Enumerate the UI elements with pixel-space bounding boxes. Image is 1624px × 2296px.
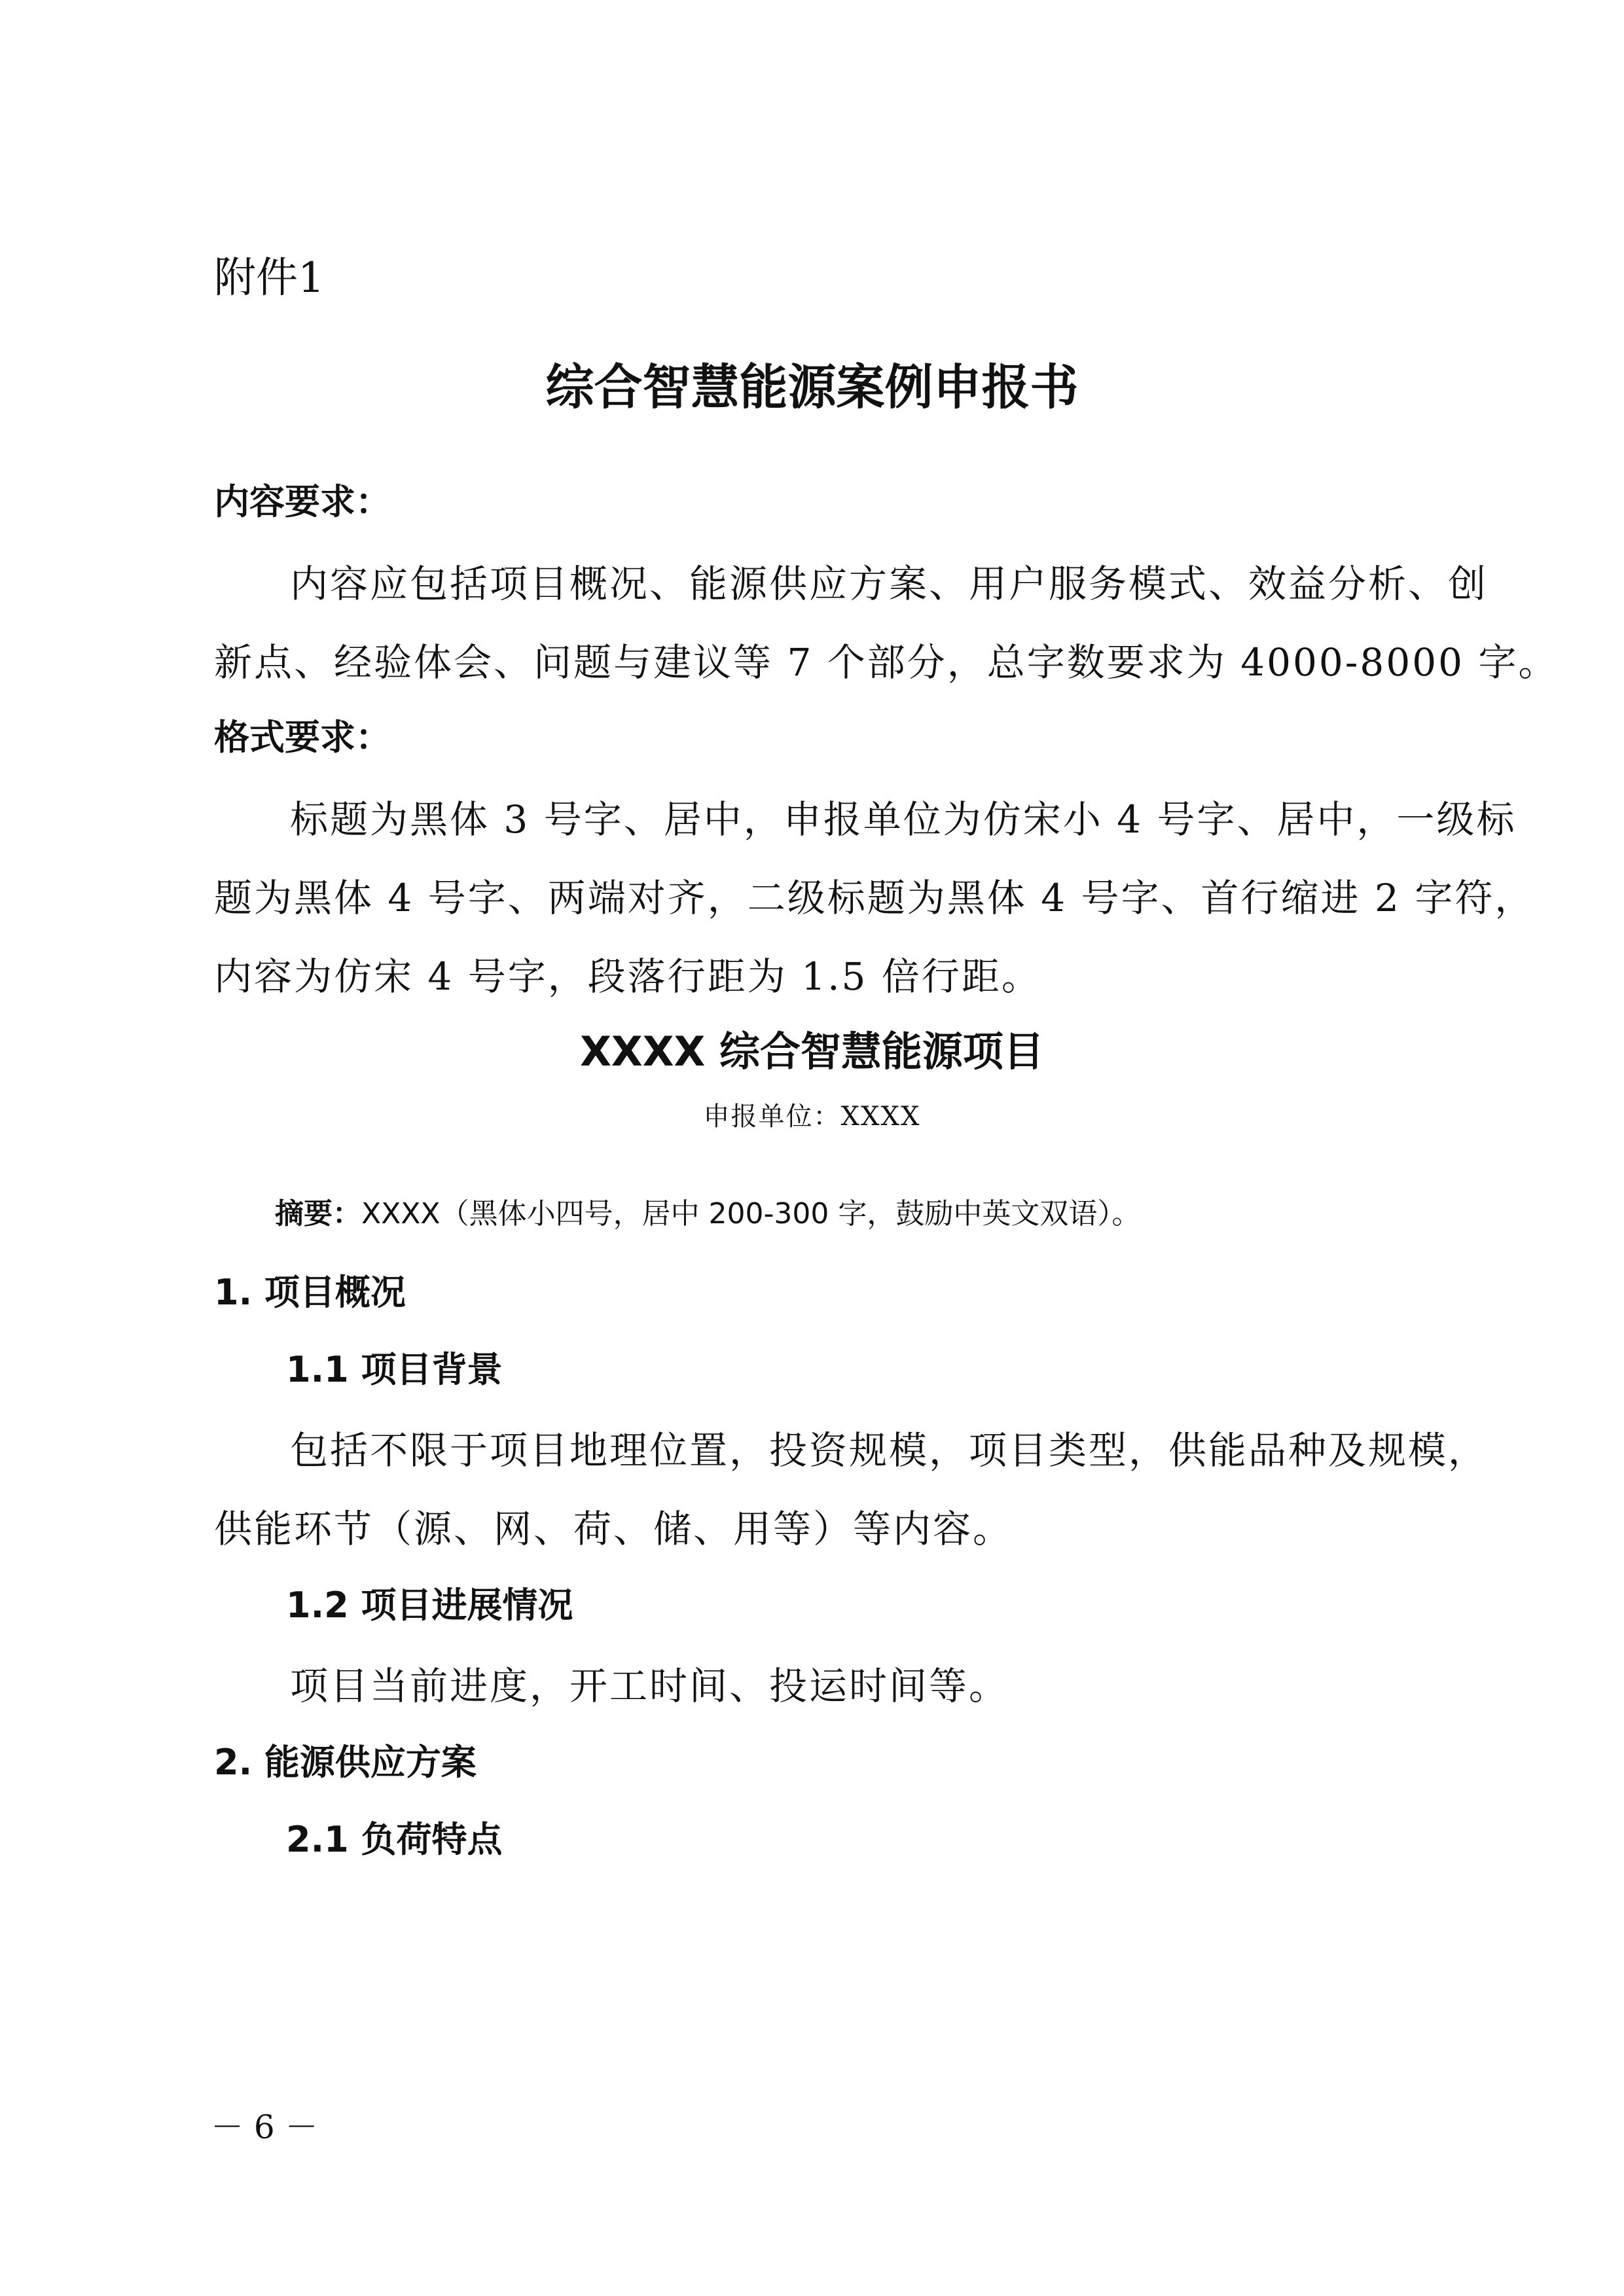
section-1-1-heading: 1.1 项目背景 — [286, 1349, 503, 1390]
content-requirements-line-1: 内容应包括项目概况、能源供应方案、用户服务模式、效益分析、创 — [290, 562, 1489, 606]
document-title: 综合智慧能源案例申报书 — [545, 359, 1079, 416]
section-1-2-text: 项目当前进度，开工时间、投运时间等。 — [290, 1664, 1009, 1708]
attachment-label: 附件1 — [214, 254, 325, 302]
section-1-heading: 1. 项目概况 — [214, 1272, 406, 1313]
content-requirements-heading: 内容要求： — [214, 481, 391, 522]
section-2-heading: 2. 能源供应方案 — [214, 1742, 477, 1783]
section-1-1-line-2: 供能环节（源、网、荷、储、用等）等内容。 — [214, 1507, 1013, 1551]
section-2-1-heading: 2.1 负荷特点 — [286, 1819, 503, 1860]
content-requirements-line-2: 新点、经验体会、问题与建议等 7 个部分，总字数要求为 4000-8000 字。 — [214, 640, 1559, 685]
format-requirements-heading: 格式要求： — [214, 717, 391, 758]
format-requirements-line-2: 题为黑体 4 号字、两端对齐，二级标题为黑体 4 号字、首行缩进 2 字符， — [214, 876, 1535, 920]
abstract — [0, 1185, 1624, 1244]
project-title: XXXX 综合智慧能源项目 — [580, 1028, 1044, 1075]
abstract-text: XXXX（黑体小四号，居中 200-300 字，鼓励中英文双语）。 — [361, 1197, 1141, 1230]
section-1-2-heading: 1.2 项目进展情况 — [286, 1585, 573, 1626]
format-requirements-line-3: 内容为仿宋 4 号字，段落行距为 1.5 倍行距。 — [214, 954, 1041, 999]
section-1-1-line-1: 包括不限于项目地理位置，投资规模，项目类型，供能品种及规模， — [290, 1428, 1489, 1473]
page-number: － 6 － — [211, 2108, 318, 2146]
applicant-unit: 申报单位：XXXX — [703, 1102, 921, 1132]
format-requirements-line-1: 标题为黑体 3 号字、居中，申报单位为仿宋小 4 号字、居中，一级标 — [290, 797, 1517, 842]
abstract-label: 摘要： — [275, 1197, 361, 1230]
